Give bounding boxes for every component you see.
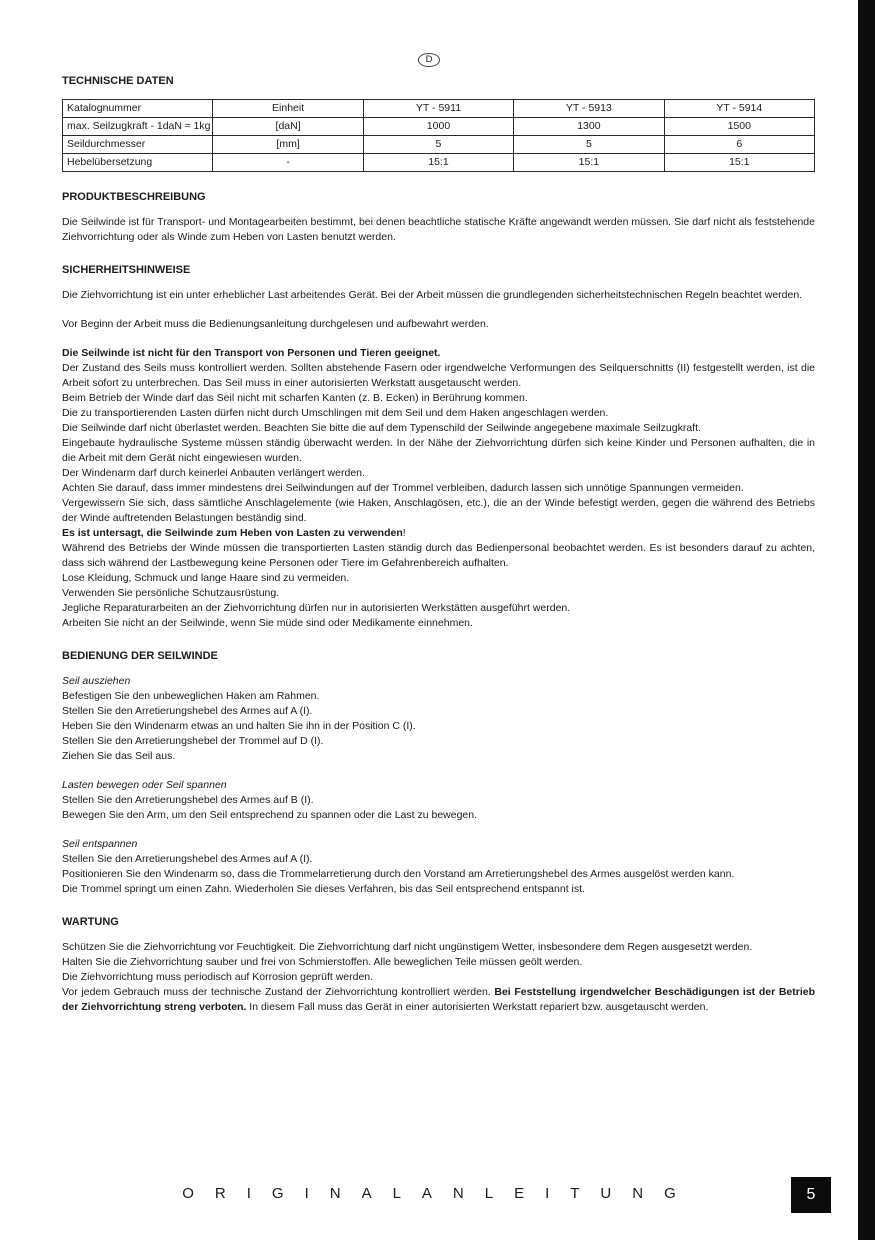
text-segment: Heben Sie den Windenarm etwas an und halten Sie ihn in der Position C (I).: [62, 720, 416, 732]
text-segment: Arbeiten Sie nicht an der Seilwinde, wenn Sie müde sind oder Medikamente einnehmen.: [62, 617, 473, 629]
text-line: [62, 970, 815, 985]
table-row: [63, 100, 815, 118]
bedienung-seil-entspannen: [62, 837, 815, 897]
table-cell: YT - 5914: [664, 100, 814, 118]
language-badge-letter: D: [418, 53, 441, 67]
sicherheitshinweise-intro: [62, 288, 815, 303]
text-segment: Achten Sie darauf, dass immer mindestens drei Seilwindungen auf der Trommel verbleiben, dadurch lassen sich unnötige Spannungen vermeiden.: [62, 482, 744, 494]
produktbeschreibung-text: [62, 215, 815, 245]
technical-data-table-body: [63, 100, 815, 172]
table-cell: 1300: [514, 118, 664, 136]
text-segment: Die Ziehvorrichtung ist ein unter erheblicher Last arbeitendes Gerät. Bei der Arbeit müssen die grundlegenden sicherheitstechnischen Regeln beachtet werden.: [62, 289, 803, 301]
table-cell: 5: [514, 136, 664, 154]
table-cell: YT - 5911: [363, 100, 513, 118]
table-cell: 15:1: [363, 154, 513, 172]
table-cell: [mm]: [213, 136, 363, 154]
table-cell: 1500: [664, 118, 814, 136]
table-cell: Katalognummer: [63, 100, 213, 118]
wartung-text: [62, 940, 815, 1015]
table-cell: [daN]: [213, 118, 363, 136]
text-segment: Jegliche Reparaturarbeiten an der Ziehvorrichtung dürfen nur in autorisierten Werkstätten ausgeführt werden.: [62, 602, 571, 614]
text-segment: Halten Sie die Ziehvorrichtung sauber und frei von Schmierstoffen. Alle beweglichen Teile müssen geölt werden.: [62, 956, 583, 968]
text-segment: Vor Beginn der Arbeit muss die Bedienungsanleitung durchgelesen und aufbewahrt werden.: [62, 318, 489, 330]
text-line: [62, 496, 815, 526]
text-segment: !: [402, 527, 406, 539]
table-cell: Hebelübersetzung: [63, 154, 213, 172]
table-row: [63, 118, 815, 136]
text-segment: Vergewissern Sie sich, dass sämtliche Anschlagelemente (wie Haken, Anschlagösen, etc.), die an der Winde befestigt werden, gegen die während des Betriebs der Winde auftretenden Belastungen beständig sind.: [62, 497, 815, 524]
heading-wartung: WARTUNG: [62, 916, 119, 928]
text-segment: Stellen Sie den Arretierungshebel des Armes auf A (I).: [62, 705, 313, 717]
text-segment: Die Seilwinde ist nicht für den Transport von Personen und Tieren geeignet.: [62, 347, 441, 359]
heading-bedienung: BEDIENUNG DER SEILWINDE: [62, 650, 218, 662]
text-segment: Ziehen Sie das Seil aus.: [62, 750, 176, 762]
text-segment: Stellen Sie den Arretierungshebel des Armes auf B (I).: [62, 794, 314, 806]
text-segment: Positionieren Sie den Windenarm so, dass die Trommelarretierung durch den Vorstand am Arretierungshebel des Armes ausgelöst werden kann.: [62, 868, 735, 880]
table-row: [63, 136, 815, 154]
text-segment: In diesem Fall muss das Gerät in einer autorisierten Werkstatt repariert bzw. ausgetauscht werden.: [246, 1001, 709, 1013]
text-line: [62, 749, 815, 764]
text-line: [62, 689, 815, 704]
text-line: [62, 704, 815, 719]
table-cell: 1000: [363, 118, 513, 136]
subsection-title-lasten-bewegen: Lasten bewegen oder Seil spannen: [62, 779, 227, 791]
text-line: [62, 526, 815, 541]
text-segment: Beim Betrieb der Winde darf das Seil nicht mit scharfen Kanten (z. B. Ecken) in Berührung kommen.: [62, 392, 528, 404]
text-segment: Stellen Sie den Arretierungshebel des Armes auf A (I).: [62, 853, 313, 865]
text-line: [62, 215, 815, 245]
table-cell: 15:1: [514, 154, 664, 172]
text-segment: Die zu transportierenden Lasten dürfen nicht durch Umschlingen mit dem Seil und dem Haken angeschlagen werden.: [62, 407, 609, 419]
footer-title: ORIGINALANLEITUNG: [182, 1185, 697, 1202]
text-segment: Eingebaute hydraulische Systeme müssen ständig überwacht werden. In der Nähe der Ziehvorrichtung dürfen sich keine Kinder und Personen aufhalten, die in die Arbeit mit dem Gerät nicht eingewiesen wurden.: [62, 437, 815, 464]
bedienung-lasten-bewegen: [62, 778, 815, 823]
text-line: [62, 955, 815, 970]
page-number-badge: 5: [791, 1177, 831, 1213]
table-cell: YT - 5913: [514, 100, 664, 118]
subsection-text-seil-ausziehen: [62, 689, 815, 764]
text-segment: Die Ziehvorrichtung muss periodisch auf Korrosion geprüft werden.: [62, 971, 374, 983]
bedienung-seil-ausziehen: [62, 674, 815, 764]
text-segment: Es ist untersagt, die Seilwinde zum Heben von Lasten zu verwenden: [62, 527, 403, 539]
text-segment: Schützen Sie die Ziehvorrichtung vor Feuchtigkeit. Die Ziehvorrichtung darf nicht ungünstigem Wetter, insbesondere dem Regen ausgesetzt werden.: [62, 941, 753, 953]
text-line: [62, 361, 815, 391]
heading-sicherheitshinweise: SICHERHEITSHINWEISE: [62, 264, 191, 276]
table-cell: max. Seilzugkraft - 1daN ≈ 1kg: [63, 118, 213, 136]
text-line: [62, 793, 815, 808]
text-segment: Vor jedem Gebrauch muss der technische Zustand der Ziehvorrichtung kontrolliert werden.: [62, 986, 495, 998]
page-edge-bar: [858, 0, 875, 1240]
text-line: [62, 288, 815, 303]
text-segment: Befestigen Sie den unbeweglichen Haken am Rahmen.: [62, 690, 320, 702]
text-line: [62, 466, 815, 481]
text-line: [62, 436, 815, 466]
table-cell: 15:1: [664, 154, 814, 172]
language-badge: [0, 49, 858, 67]
sicherheitshinweise-rules: [62, 346, 815, 631]
text-line: [62, 481, 815, 496]
page-content: [62, 74, 815, 1029]
text-segment: Stellen Sie den Arretierungshebel der Trommel auf D (I).: [62, 735, 324, 747]
text-line: [62, 406, 815, 421]
text-line: [62, 882, 815, 897]
subsection-text-seil-entspannen: [62, 852, 815, 897]
text-line: [62, 317, 815, 332]
table-cell: 6: [664, 136, 814, 154]
text-line: [62, 421, 815, 436]
text-line: [62, 601, 815, 616]
table-cell: Seildurchmesser: [63, 136, 213, 154]
technical-data-table: [62, 99, 815, 172]
sicherheitshinweise-note: [62, 317, 815, 332]
text-line: [62, 852, 815, 867]
text-segment: Verwenden Sie persönliche Schutzausrüstung.: [62, 587, 280, 599]
text-segment: Der Windenarm darf durch keinerlei Anbauten verlängert werden.: [62, 467, 365, 479]
heading-technische-daten: TECHNISCHE DATEN: [62, 75, 174, 87]
text-line: [62, 867, 815, 882]
table-cell: -: [213, 154, 363, 172]
text-line: [62, 616, 815, 631]
text-line: [62, 586, 815, 601]
text-line: [62, 541, 815, 571]
text-line: [62, 808, 815, 823]
text-line: [62, 571, 815, 586]
text-segment: Bei Feststellung irgendwelcher Beschädigungen ist der Betrieb der Ziehvorrichtung streng verboten.: [62, 986, 815, 1013]
subsection-text-lasten-bewegen: [62, 793, 815, 823]
text-line: [62, 719, 815, 734]
text-line: [62, 734, 815, 749]
table-row: [63, 154, 815, 172]
subsection-title-seil-entspannen: Seil entspannen: [62, 838, 138, 850]
text-segment: Die Trommel springt um einen Zahn. Wiederholen Sie dieses Verfahren, bis das Seil entsprechend entspannt ist.: [62, 883, 585, 895]
text-segment: Der Zustand des Seils muss kontrolliert werden. Sollten abstehende Fasern oder irgendwelche Verformungen des Seilquerschnitts (II) festgestellt werden, ist die Arbeit sofort zu unterbrechen. Das Seil muss in einer autorisierten Werkstatt ausgetauscht werden.: [62, 362, 815, 389]
text-line: [62, 985, 815, 1015]
subsection-title-seil-ausziehen: Seil ausziehen: [62, 675, 131, 687]
text-line: [62, 391, 815, 406]
text-segment: Lose Kleidung, Schmuck und lange Haare sind zu vermeiden.: [62, 572, 350, 584]
text-line: [62, 346, 815, 361]
table-cell: Einheit: [213, 100, 363, 118]
text-segment: Während des Betriebs der Winde müssen die transportierten Lasten ständig durch das Bedienpersonal beobachtet werden. Es ist besonders darauf zu achten, dass sich während der Lastbewegung keine Personen oder Tiere im Gefahrenbereich aufhalten.: [62, 542, 815, 569]
text-segment: Die Seilwinde darf nicht überlastet werden. Beachten Sie bitte die auf dem Typenschild der Seilwinde angegebene maximale Seilzugkraft.: [62, 422, 701, 434]
text-segment: Bewegen Sie den Arm, um den Seil entsprechend zu spannen oder die Last zu bewegen.: [62, 809, 478, 821]
heading-produktbeschreibung: PRODUKTBESCHREIBUNG: [62, 191, 206, 203]
text-line: [62, 940, 815, 955]
text-segment: Die Seilwinde ist für Transport- und Montagearbeiten bestimmt, bei denen beachtliche statische Kräfte angewandt werden müssen. Sie darf nicht als feststehende Ziehvorrichtung oder als Winde zum Heben von Lasten benutzt werden.: [62, 216, 815, 243]
table-cell: 5: [363, 136, 513, 154]
